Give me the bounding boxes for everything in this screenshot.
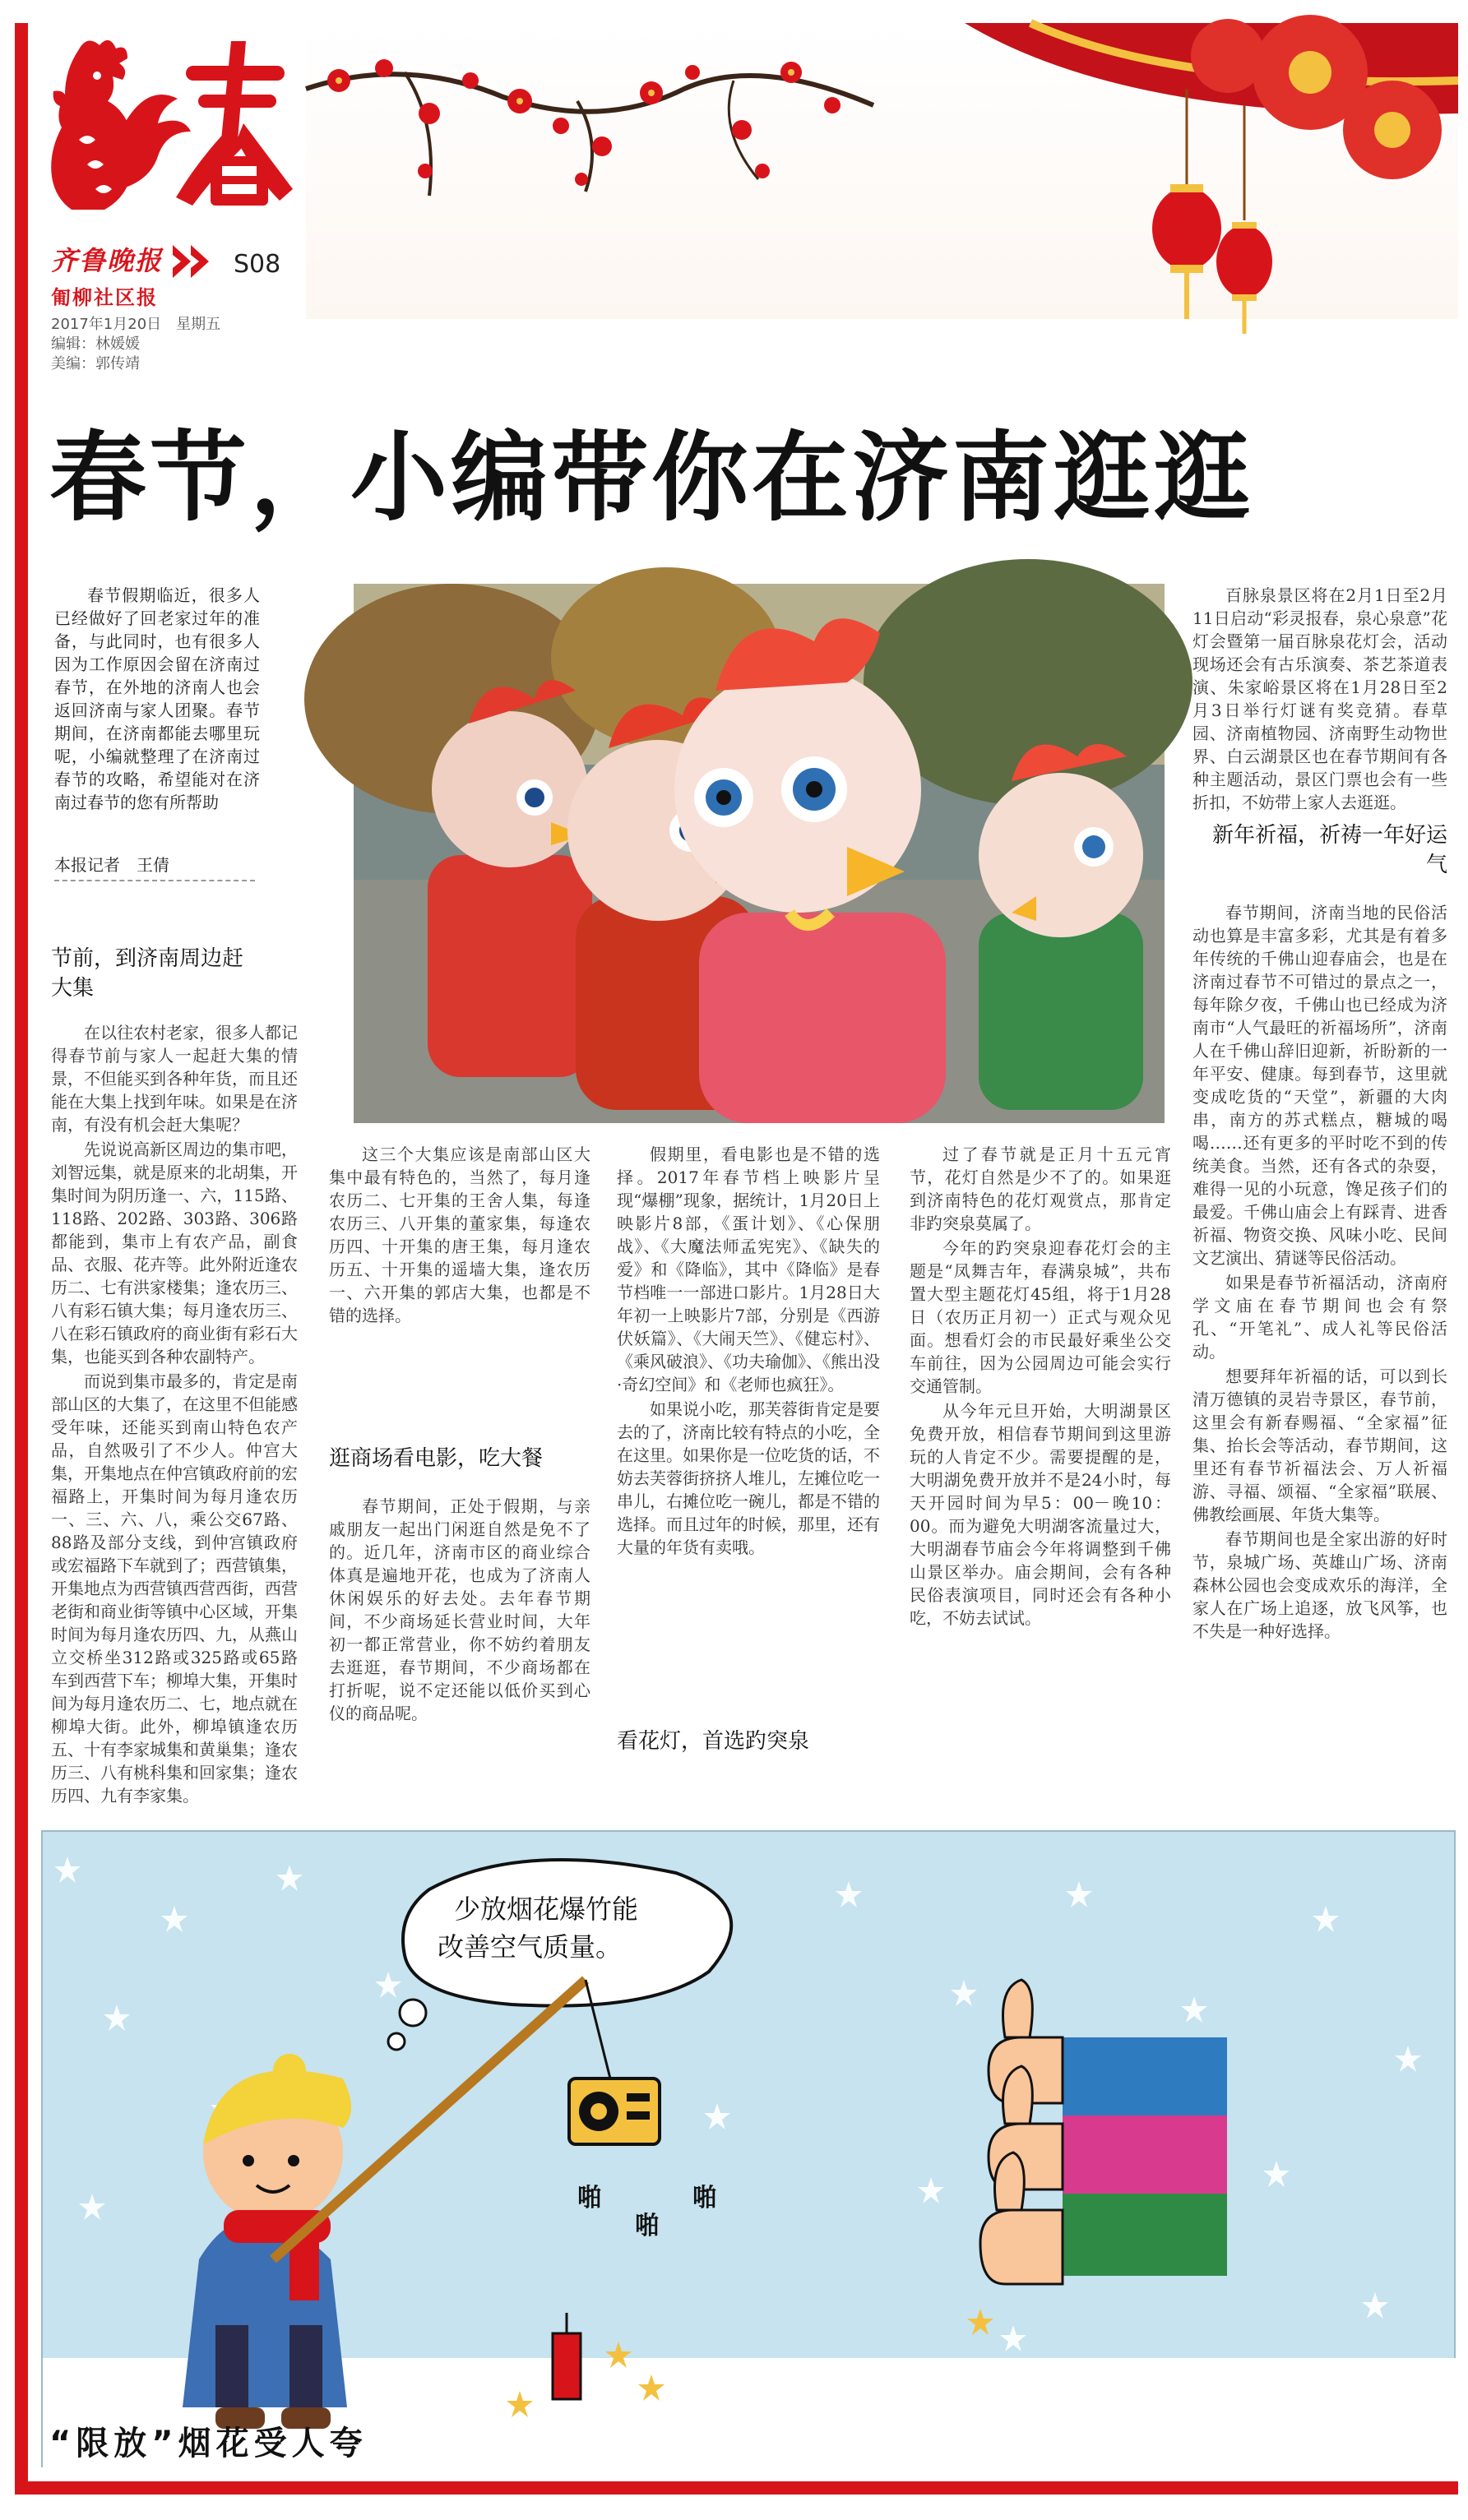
rooster-lantern-photo	[354, 584, 1165, 1123]
speech-bubble-line-1: 少放烟花爆竹能	[454, 1893, 639, 1925]
red-lantern-decoration	[817, 23, 1458, 335]
column-blessing	[1192, 901, 1447, 1784]
paragraph: 今年的趵突泉迎春花灯会的主题是“凤舞吉年，春满泉城”，共布置大型主题花灯45组，将于1月28日（农历正月初一）正式与观众见面。想看灯会的市民最好乘坐公交车前往，因为公园周边可能会实行交通管制。	[910, 1238, 1171, 1396]
speech-bubble-line-2: 改善空气质量。	[438, 1931, 623, 1963]
paragraph: 想要拜年祈福的话，可以到长清万德镇的灵岩寺景区，春节前，这里会有新春赐福、“全家福”征集、抬长会等活动，春节期间，这里还有春节祈福法会、万人祈福游、寻福、颂福、“全家福”联展、佛教绘画展、年货大集等。	[1192, 1366, 1447, 1524]
column-markets-1	[51, 1021, 298, 1806]
plum-blossom-branch	[306, 23, 882, 212]
subhead-shopping: 逛商场看电影，吃大餐	[329, 1446, 544, 1471]
page-arrow-icon	[191, 245, 224, 278]
subhead-lanterns: 看花灯，首选趵突泉	[617, 1729, 810, 1754]
paragraph: 过了春节就是正月十五元宵节，花灯自然是少不了的。如果逛到济南特色的花灯观赏点，那肯定非趵突泉莫属了。	[910, 1144, 1171, 1233]
paragraph: 从今年元旦开始，大明湖景区免费开放，相信春节期间到这里游玩的人肯定不少。需要提醒的是，大明湖免费开放并不是24小时，每天开园时间为早5：00－晚10：00。而为避免大明湖客流量过大，大明湖春节庙会今年将调整到千佛山景区举办。庙会期间，会有各种民俗表演项目，同时还会有各种小吃，不妨去试试。	[910, 1401, 1171, 1628]
column-shopping-2	[617, 1143, 880, 1735]
column-markets-2	[329, 1143, 590, 1431]
column-shopping-1	[329, 1495, 590, 1782]
paragraph: 春节期间也是全家出游的好时节，泉城广场、英雄山广场、济南森林公园也会变成欢乐的海洋，全家人在广场上追逐，放飞风筝，也不失是一种好选择。	[1192, 1529, 1447, 1641]
subhead-markets: 节前，到济南周边赶大集	[51, 946, 244, 1001]
section-name: 匍柳社区报	[51, 286, 158, 309]
header-banner-illustration	[306, 23, 1458, 319]
rooster-spring-logo	[46, 33, 301, 230]
sound-effect: 啪	[577, 2184, 602, 2213]
paragraph: 如果是春节祈福活动，济南府学文庙在春节期间也会有祭孔、“开笔礼”、成人礼等民俗活动。	[1192, 1273, 1447, 1362]
editorial-cartoon	[41, 1830, 1456, 2467]
subhead-blessing: 新年祈福，祈祷一年好运气	[1211, 823, 1447, 877]
red-frame-bottom	[15, 2481, 1458, 2495]
column-lanterns-2	[1192, 584, 1447, 812]
dashed-divider	[54, 880, 255, 881]
newspaper-name: 齐鲁晚报	[51, 245, 164, 276]
date-line: 2017年1月20日 星期五	[51, 316, 221, 333]
reporter-byline: 本报记者 王倩	[54, 855, 169, 875]
paragraph: 先说说高新区周边的集市吧，刘智远集，就是原来的北胡集，开集时间为阴历逢一、六，115路、118路、202路、303路、306路都能到，集市上有农产品，副食品、衣服、花卉等。此外附近逢农历二、七有洪家楼集；逢农历三、八有彩石镇大集；每月逢农历三、八在彩石镇政府的商业街有彩石大集，也能买到各种农副特产。	[51, 1140, 298, 1366]
page-number: S08	[234, 250, 281, 279]
sound-effect: 啪	[635, 2212, 660, 2240]
red-frame-left	[15, 23, 28, 2481]
paragraph: 假期里，看电影也是不错的选择。2017年春节档上映影片呈现“爆棚”现象，据统计，1月20日上映影片8部，《蛋计划》、《心保朋战》、《大魔法师孟宪宪》、《缺失的爱》和《降临》，其中《降临》是春节档唯一一部进口影片。1月28日大年初一上映影片7部，分别是《西游伏妖篇》、《大闹天竺》、《健忘村》、《乘风破浪》、《功夫瑜伽》、《熊出没·奇幻空间》和《老师也疯狂》。	[617, 1144, 880, 1394]
cartoon-caption: “限放”烟花受人夸	[49, 2425, 368, 2462]
paragraph: 春节期间，济南当地的民俗活动也算是丰富多彩，尤其是有着多年传统的千佛山迎春庙会，也是在济南过春节不可错过的景点之一，每年除夕夜，千佛山也已经成为济南市“人气最旺的祈福场所”，济南人在千佛山辞旧迎新，祈盼新的一年平安、健康。每到春节，这里就变成吃货的“天堂”，新疆的大肉串，南方的苏式糕点，糖城的喝喝……还有更多的平时吃不到的传统美食。当然，还有各式的杂耍，难得一见的小玩意，馋足孩子们的最爱。千佛山庙会上有踩青、进香祈福、物资交换、风味小吃、民间文艺演出、猜谜等民俗活动。	[1192, 903, 1447, 1268]
editor-line: 编辑：林媛媛	[51, 335, 140, 353]
paragraph: 而说到集市最多的，肯定是南部山区的大集了，在这里不但能感受年味，还能买到南山特色农产品，自然吸引了不少人。仲宫大集，开集地点在仲宫镇政府前的宏福路上，开集时间为每月逢农历一、三、六、八，乘公交67路、88路及部分支线，到仲宫镇政府或宏福路下车就到了；西营镇集，开集地点为西营镇西营西街，西营老街和商业街等镇中心区域，开集时间为每月逢农历四、九，从燕山立交桥坐312路或325路或65路车到西营下车；柳埠大集，开集时间为每月逢农历二、七，地点就在柳埠大街。此外，柳埠镇逢农历五、十有李家城集和黄巢集；逢农历三、八有桃科集和回家集；逢农历四、九有李家集。	[51, 1371, 298, 1806]
paragraph: 百脉泉景区将在2月1日至2月11日启动“彩灵报春，泉心泉意”花灯会暨第一届百脉泉花灯会，活动现场还会有古乐演奏、茶艺茶道表演、朱家峪景区将在1月28日至2月3日举行灯谜有奖竞猜。春草园、济南植物园、济南野生动物世界、白云湖景区也在春节期间有各种主题活动，景区门票也会有一些折扣，不妨带上家人去逛逛。	[1192, 585, 1447, 812]
designer-line: 美编：郭传靖	[51, 355, 140, 372]
cartoon-drawing	[43, 1832, 1457, 2469]
paragraph: 这三个大集应该是南部山区大集中最有特色的，当然了，每月逢农历二、七开集的王舍人集，每逢农历三、八开集的董家集，每逢农历四、十开集的唐王集，每月逢农历五、十开集的遥墙大集，逢农历一、六开集的郭店大集，也都是不错的选择。	[329, 1144, 590, 1325]
lead-paragraph: 春节假期临近，很多人已经做好了回老家过年的准备，与此同时，也有很多人因为工作原因会留在济南过春节，在外地的济南人也会返回济南与家人团聚。春节期间，在济南都能去哪里玩呢，小编就整理了在济南过春节的攻略，希望能对在济南过春节的您有所帮助	[54, 585, 260, 812]
paragraph: 如果说小吃，那芙蓉街肯定是要去的了，济南比较有特点的小吃，全在这里。如果你是一位吃货的话，不妨去芙蓉街挤挤人堆儿，左摊位吃一串儿，右摊位吃一碗儿，都是不错的选择。而且过年的时候，那里，还有大量的年货有卖哦。	[617, 1399, 880, 1557]
paragraph: 在以往农村老家，很多人都记得春节前与家人一起赶大集的情景，不但能买到各种年货，而且还能在大集上找到年味。如果是在济南，有没有机会赶大集呢？	[51, 1023, 298, 1135]
column-lanterns-1	[910, 1143, 1171, 1784]
sound-effect: 啪	[692, 2184, 717, 2213]
paragraph: 春节期间，正处于假期，与亲戚朋友一起出门闲逛自然是免不了的。近几年，济南市区的商业综合体真是遍地开花，也成为了济南人休闲娱乐的好去处。去年春节期间，不少商场延长营业时间，大年初一都正常营业，你不妨约着朋友去逛逛，春节期间，不少商场都在打折呢，说不定还能以低价买到心仪的商品呢。	[329, 1496, 590, 1723]
page-headline: 春节，小编带你在济南逛逛	[49, 421, 1254, 534]
